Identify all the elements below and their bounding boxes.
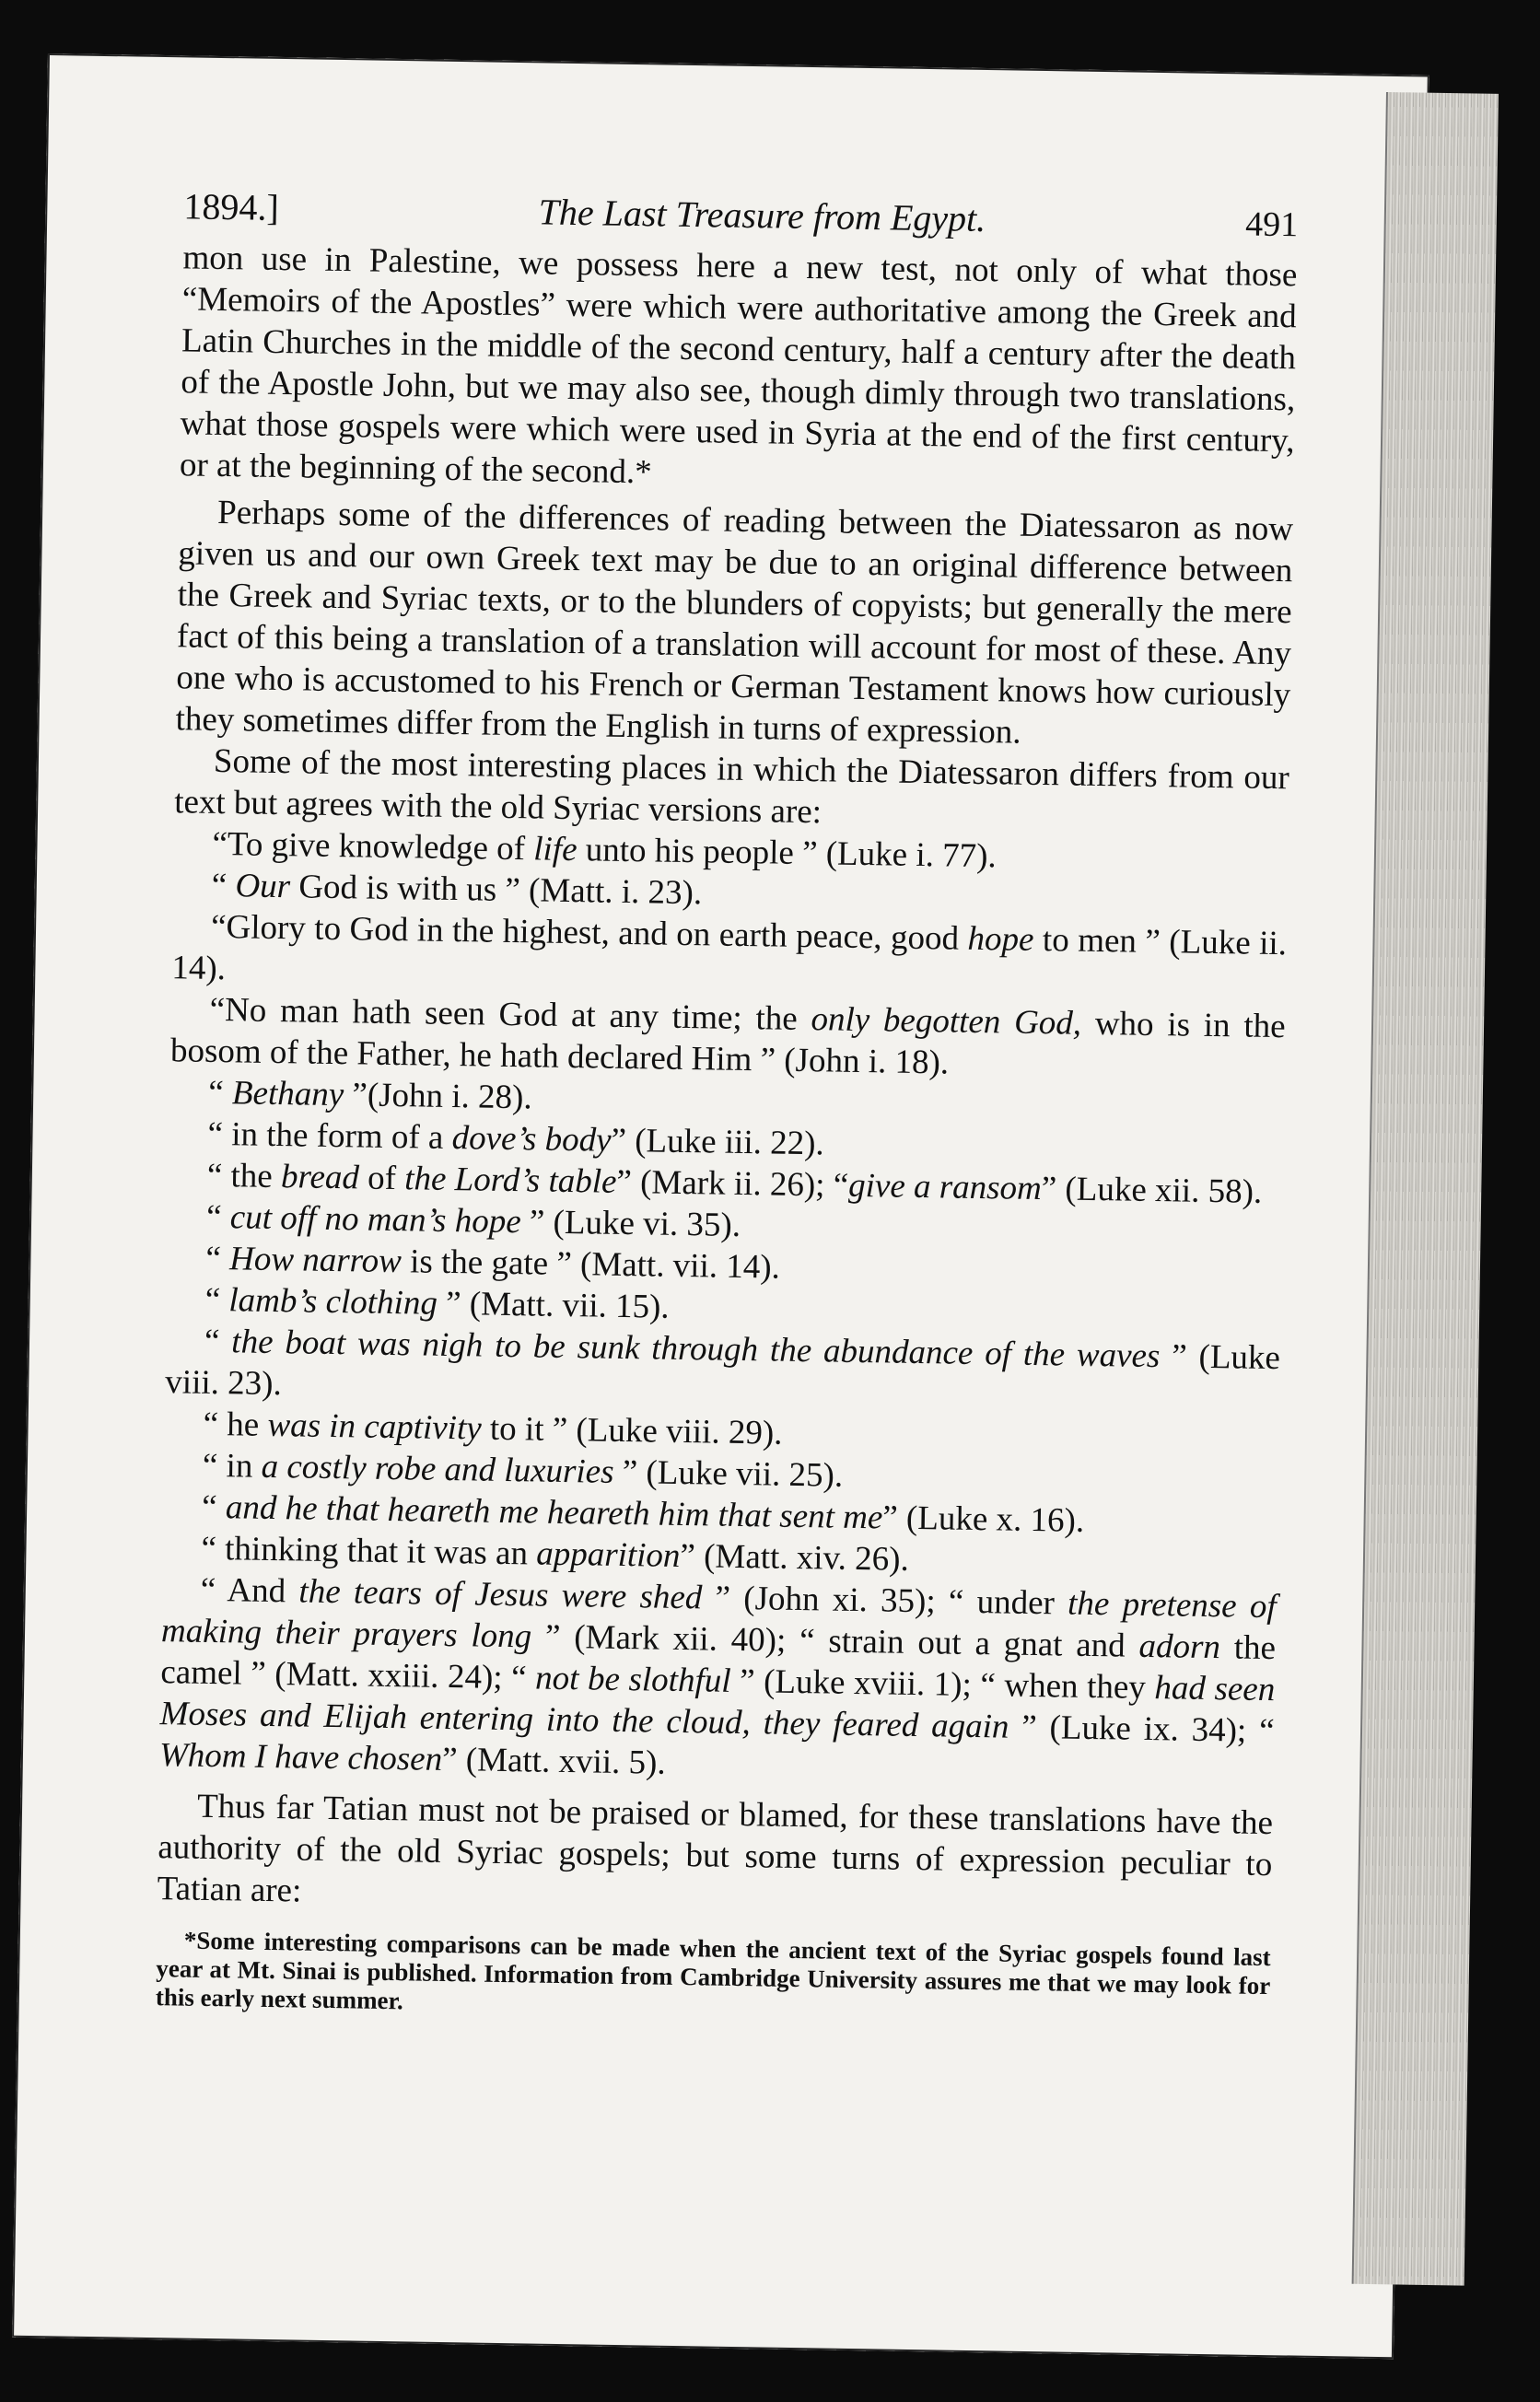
- quote-text: ” (Mark xii. 40); “ strain out a gnat and: [531, 1617, 1139, 1665]
- quote-italic: and he that heareth me heareth him that sent me: [225, 1488, 883, 1537]
- footnote-text: *Some interesting comparisons can be made when the ancient text of the Syriac gospels found last year at Mt. Sinai is published. Information from Cambridge University assures me that we may look for this early next summer.: [155, 1926, 1271, 2015]
- quote-italic: give a ransom: [847, 1166, 1043, 1208]
- paragraph-3: Some of the most interesting places in which the Diatessaron differs from our text but agrees with the old Syriac versions are:: [173, 741, 1290, 832]
- quote-text: ” (Luke ix. 34); “: [1009, 1708, 1275, 1751]
- running-header: [183, 184, 1299, 245]
- quote-italic: the tears of Jesus were shed: [298, 1572, 703, 1617]
- quote-text: “No man hath seen God at any time; the: [209, 990, 811, 1039]
- quote-text: ” (Mark ii. 26); “: [616, 1162, 849, 1205]
- quote-italic: cut off no man’s hope: [229, 1198, 522, 1242]
- quote-text: ” (Matt. xiv. 26).: [680, 1536, 910, 1579]
- quote-italic: the Lord’s table: [403, 1160, 617, 1201]
- quote-italic: adorn: [1138, 1627, 1221, 1667]
- quote-italic: had seen Moses and Elijah entering into the cloud, they feared again: [159, 1669, 1276, 1746]
- quote-italic: only begotten God,: [811, 1000, 1082, 1043]
- quote-text: ” (Luke xii. 58).: [1041, 1170, 1263, 1211]
- quote-text: ” (Matt. vii. 15).: [437, 1284, 670, 1326]
- quote-text: ” (Luke vii. 25).: [613, 1452, 844, 1495]
- book-page: [12, 53, 1429, 2359]
- quote-text: ” (John xi. 35); “ under: [702, 1579, 1068, 1623]
- quote-text: “To give knowledge of: [212, 824, 534, 869]
- running-title: The Last Treasure from Egypt.: [538, 191, 986, 240]
- quote-text: who is in the bosom of the Father, he hath declared Him ” (John i. 18).: [169, 1004, 1286, 1082]
- quote-text: “ he: [203, 1405, 268, 1444]
- quote-text: “: [205, 1239, 230, 1278]
- quote-text: ” (Matt. xvii. 5).: [441, 1740, 666, 1782]
- footnote: [156, 1926, 1271, 2029]
- quote-text: to it ” (Luke viii. 29).: [481, 1409, 783, 1452]
- quote-italic: the boat was nigh to be sunk through the abundance of the waves: [231, 1323, 1161, 1376]
- quote-text: “Glory to God in the highest, and on earth peace, good: [210, 907, 968, 958]
- quote-text: of: [358, 1159, 405, 1198]
- quote-italic: life: [532, 830, 578, 869]
- quote-list: [159, 822, 1289, 1793]
- quote-text: “ in the form of a: [207, 1114, 452, 1158]
- quote-text: “ in: [202, 1446, 262, 1486]
- quote-text: the camel ” (Matt. xxiii. 24); “: [160, 1628, 1277, 1697]
- quote-italic: hope: [967, 919, 1034, 959]
- quote-text: ” (Luke iii. 22).: [611, 1121, 825, 1163]
- quote-italic: Our: [235, 867, 291, 906]
- quote-italic: a costly robe and luxuries: [261, 1447, 614, 1491]
- quote-italic: lamb’s clothing: [228, 1281, 438, 1323]
- quote-italic: bread: [280, 1158, 360, 1197]
- quote-text: unto his people ” (Luke i. 77).: [577, 831, 998, 876]
- quote-line: [159, 1568, 1277, 1793]
- quote-text: “: [205, 1197, 231, 1237]
- quote-text: “ the: [206, 1156, 282, 1196]
- quote-text: ” (Luke x. 16).: [881, 1498, 1085, 1540]
- quote-text: ” (Luke xviii. 1); “ when they: [730, 1662, 1155, 1708]
- quote-italic: was in captivity: [267, 1405, 483, 1448]
- quote-italic: not be slothful: [534, 1659, 731, 1700]
- quote-text: ” (Luke vi. 35).: [520, 1203, 741, 1244]
- quote-text: “: [204, 1322, 232, 1361]
- page-content: [156, 184, 1299, 2029]
- quote-text: to men ” (Luke ii. 14).: [171, 920, 1288, 988]
- quote-italic: apparition: [535, 1534, 681, 1575]
- quote-text: “: [204, 1280, 229, 1320]
- quote-italic: the pretense of making their prayers long: [160, 1584, 1277, 1656]
- quote-italic: How narrow: [228, 1240, 402, 1281]
- quote-text: “ And: [200, 1570, 299, 1611]
- quote-text: ”(John i. 28).: [343, 1076, 532, 1117]
- quote-text: “: [201, 1487, 227, 1527]
- header-year: 1894.]: [183, 185, 280, 228]
- quote-text: God is with us ” (Matt. i. 23).: [289, 868, 703, 913]
- closing-paragraph: Thus far Tatian must not be praised or blamed, for these translations have the authority of the old Syriac gospels; but some turns of expression peculiar to Tatian are:: [157, 1787, 1274, 1910]
- paragraph-2: Perhaps some of the differences of reading between the Diatessaron as now given us and our own Greek text may be due to an original difference between the Greek and Syriac texts, or to the blunders of copyists; but generally the mere fact of this being a translation of a translation will account for most of these. Any one who is accustomed to his French or German Testament knows how curiously they sometimes differ from the English in turns of expression.: [175, 493, 1294, 752]
- paragraph-1: mon use in Palestine, we possess here a new test, not only of what those “Memoirs of the Apostles” were which were authoritative among the Greek and Latin Churches in the middle of the second century, half a century after the death of the Apostle John, but we may also see, though dimly through two translations, what those gospels were which were used in Syria at the end of the first century, or at the beginning of the second.*: [179, 239, 1298, 492]
- page-number: 491: [1244, 204, 1299, 245]
- quote-text: “ thinking that it was an: [201, 1529, 537, 1573]
- quote-text: is the gate ” (Matt. vii. 14).: [401, 1242, 781, 1287]
- quote-italic: dove’s body: [451, 1119, 612, 1160]
- quote-text: “: [211, 866, 236, 905]
- quote-text: “: [207, 1073, 233, 1113]
- quote-italic: Whom I have chosen: [158, 1736, 443, 1778]
- quote-italic: Bethany: [231, 1074, 344, 1114]
- quote-text: ” (Luke viii. 23).: [165, 1337, 1281, 1404]
